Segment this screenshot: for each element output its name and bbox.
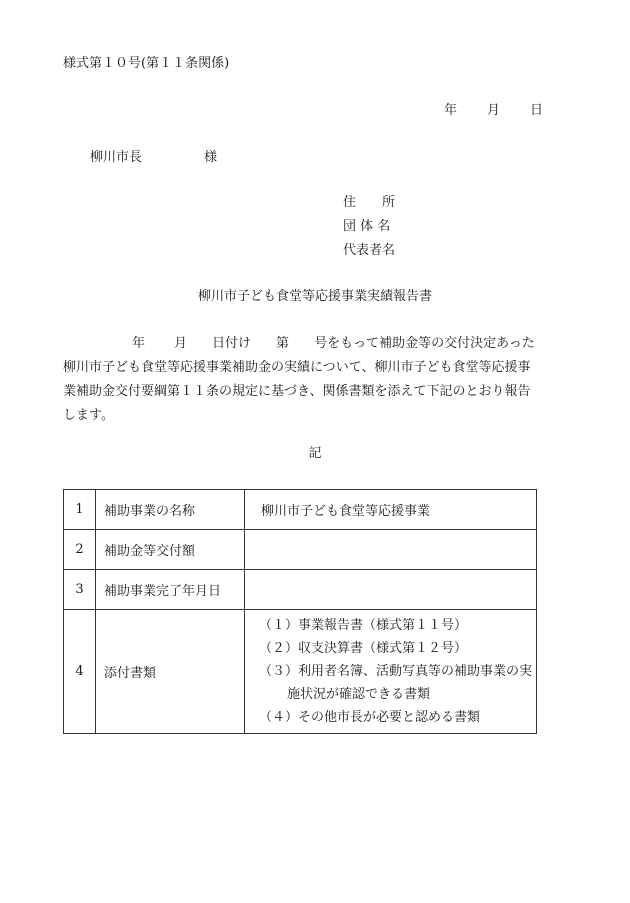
row-number: 4	[64, 610, 96, 734]
body-line-3: 業補助金交付要綱第１１条の規定に基づき、関係書類を添えて下記のとおり報告	[63, 384, 531, 399]
attachment-item: （１）事業報告書（様式第１１号）	[259, 618, 468, 633]
ki-label: 記	[308, 446, 322, 461]
date-day-label: 日	[530, 103, 544, 118]
applicant-group-label: 団 体 名	[343, 219, 391, 234]
attachment-item: （３）利用者名簿、活動写真等の補助事業の実	[259, 664, 533, 679]
body-text	[63, 332, 543, 428]
body-line-1	[63, 332, 543, 356]
row-label: 補助事業完了年月日	[96, 570, 245, 610]
attachment-item: （４）その他市長が必要と認める書類	[259, 710, 481, 725]
body-line-2: 柳川市子ども食堂等応援事業補助金の実績について、柳川市子ども食堂等応援事	[63, 360, 531, 375]
body-line1-rest: 号をもって補助金等の交付決定あった	[314, 336, 535, 351]
table-row	[64, 570, 537, 610]
document-title: 柳川市子ども食堂等応援事業実績報告書	[197, 289, 432, 304]
body-line-4: します。	[63, 408, 114, 423]
addressee-name: 柳川市長	[90, 150, 143, 165]
row-number: 3	[64, 570, 96, 610]
row-value	[245, 530, 537, 570]
row-label: 補助金等交付額	[96, 530, 245, 570]
row-label: 添付書類	[96, 610, 245, 734]
body-year: 年	[132, 336, 146, 351]
applicant-address-label: 住 所	[343, 195, 396, 210]
form-number: 様式第１０号(第１１条関係)	[63, 56, 230, 71]
row-label: 補助事業の名称	[96, 490, 245, 530]
body-dai: 第	[276, 336, 290, 351]
body-day-dated: 日付け	[212, 336, 252, 351]
applicant-representative-label: 代表者名	[343, 243, 396, 258]
row-number: 1	[64, 490, 96, 530]
items-table	[63, 489, 537, 734]
table-row	[64, 490, 537, 530]
date-month-label: 月	[487, 103, 501, 118]
table-row	[64, 610, 537, 734]
attachment-item-continuation: 施状況が確認できる書類	[287, 687, 431, 702]
date-year-label: 年	[444, 103, 458, 118]
attachments-cell	[245, 610, 537, 734]
row-number: 2	[64, 530, 96, 570]
body-month: 月	[174, 336, 188, 351]
attachment-item: （２）収支決算書（様式第１２号）	[259, 641, 468, 656]
row-value: 柳川市子ども食堂等応援事業	[245, 490, 537, 530]
row-value	[245, 570, 537, 610]
table-row	[64, 530, 537, 570]
attachments-list	[259, 610, 536, 733]
addressee-honorific: 様	[204, 150, 218, 165]
